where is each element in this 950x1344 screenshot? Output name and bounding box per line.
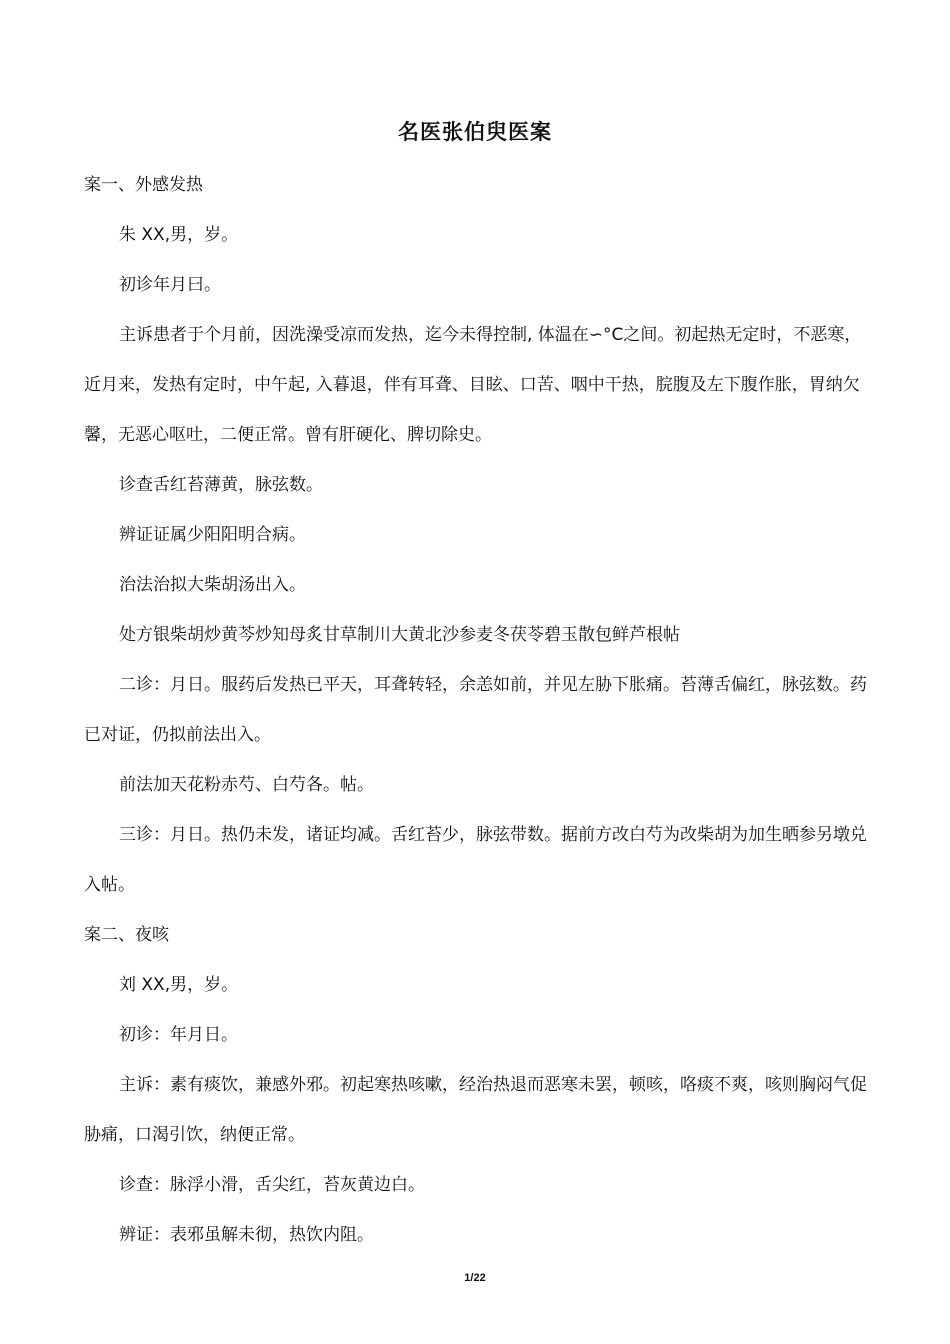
case1-diagnosis: 辨证证属少阳阳明合病。 [119,525,306,545]
case1-second-rx: 前法加天花粉赤芍、白芍各。帖。 [119,775,374,795]
case1-patient: 朱 XX,男，岁。 [119,225,239,245]
case2-heading: 案二、夜咳 [84,925,169,945]
case2-patient: 刘 XX,男，岁。 [119,975,239,995]
case1-complaint: 主诉患者于个月前，因洗澡受凉而发热，迄今未得控制, 体温在∽°C之间。初起热无定时，不恶寒，近月来，发热有定时，中午起, 入暮退，伴有耳聋、目眩、口苦、咽中干热，脘腹及左下腹作胀，胃纳欠馨，无恶心呕吐，二便正常。曾有肝硬化、脾切除史。 [84,325,862,445]
case1-treatment: 治法治拟大柴胡汤出入。 [119,575,306,595]
case2-exam: 诊查：脉浮小滑，舌尖红，苔灰黄边白。 [119,1175,425,1195]
case2-complaint: 主诉：素有痰饮，兼感外邪。初起寒热咳嗽，经治热退而恶寒未罢，顿咳，咯痰不爽，咳则胸闷气促胁痛，口渴引饮，纳便正常。 [84,1075,867,1145]
case1-third-visit: 三诊：月日。热仍未发，诸证均减。舌红苔少，脉弦带数。据前方改白芍为改柴胡为加生晒参另墩兑入帖。 [84,825,867,895]
case1-heading: 案一、外感发热 [84,175,203,195]
case1-prescription: 处方银柴胡炒黄芩炒知母炙甘草制川大黄北沙参麦冬茯苓碧玉散包鲜芦根帖 [119,625,680,645]
case2-first-visit: 初诊：年月日。 [119,1025,238,1045]
document-title: 名医张伯臾医案 [398,120,552,144]
case1-exam: 诊查舌红苔薄黄，脉弦数。 [119,475,323,495]
case1-first-visit: 初诊年月曰。 [119,275,221,295]
page-number: 1/22 [464,1272,486,1284]
case2-diagnosis: 辨证：表邪虽解未彻，热饮内阻。 [119,1225,374,1245]
case1-second-visit: 二诊：月日。服药后发热已平天，耳聋转轻，余恙如前，并见左胁下胀痛。苔薄舌偏红，脉弦数。药已对证，仍拟前法出入。 [84,675,867,745]
document-body [84,160,874,1260]
